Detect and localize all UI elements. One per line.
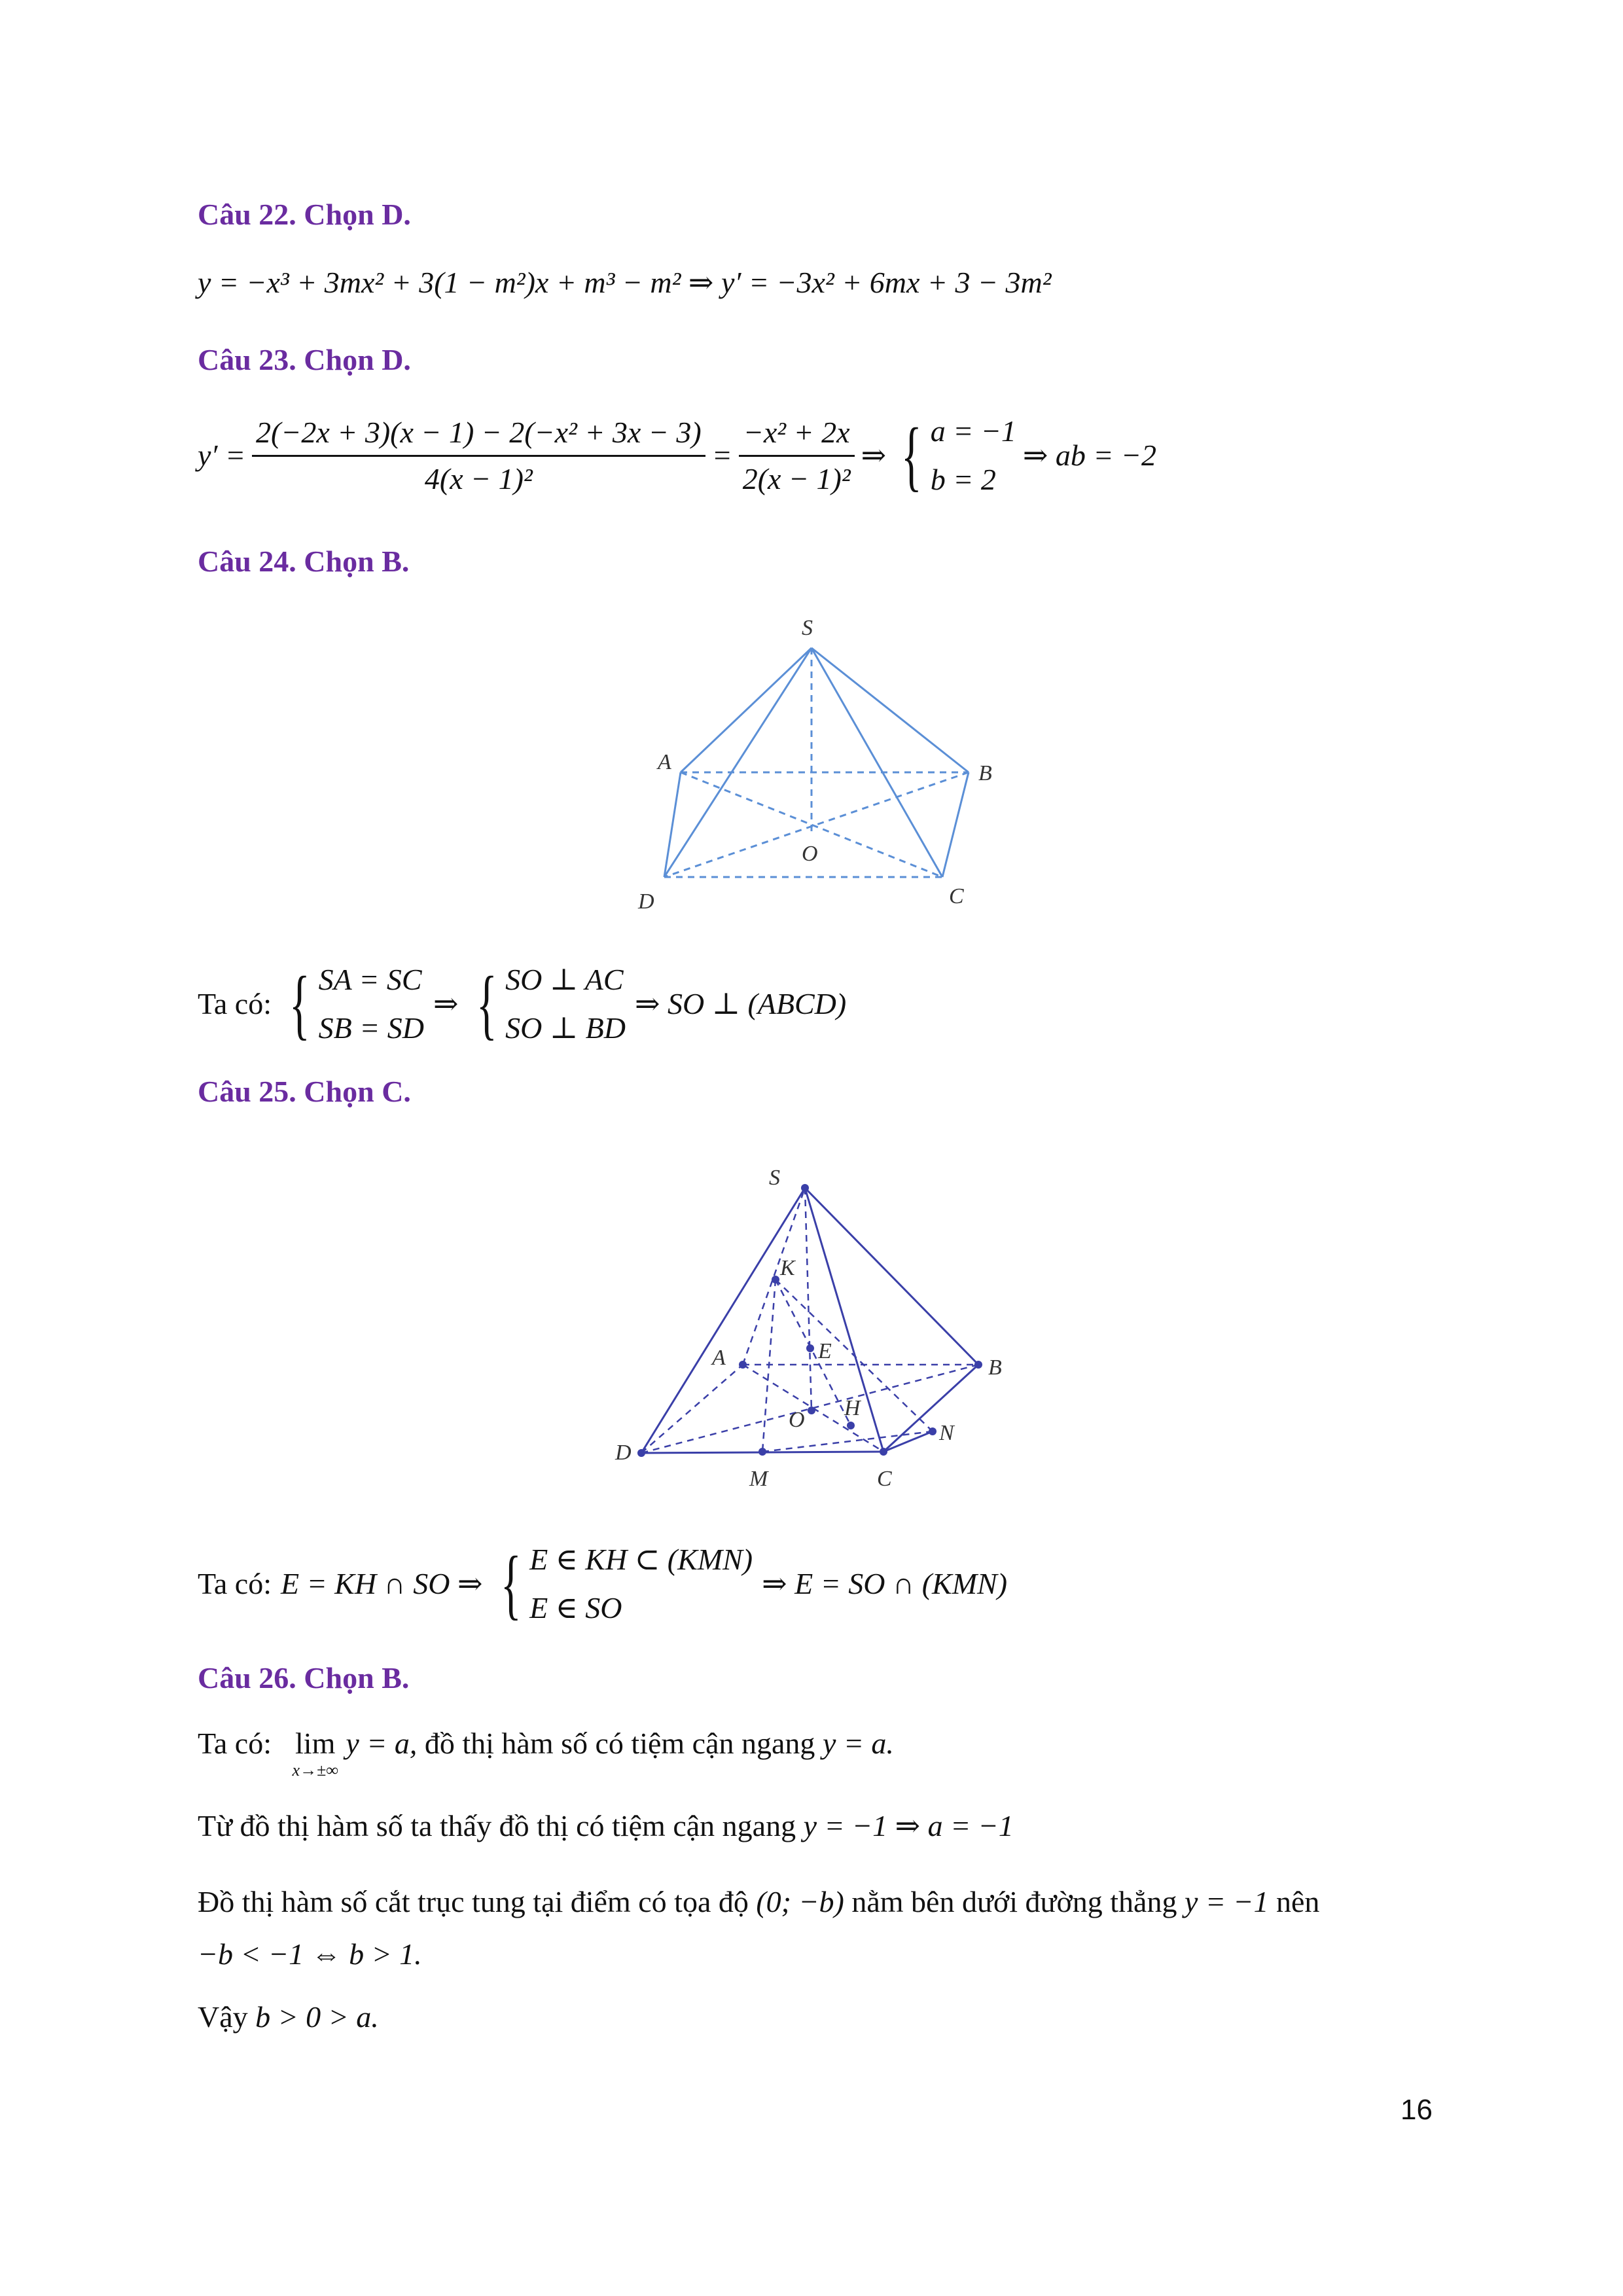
page-number: 16 [1400,2094,1433,2126]
q26-lim-word: lim [295,1727,336,1760]
q23-lhs: y′ = [198,439,246,472]
q25-system-line-1: E ∈ KH ⊂ (KMN) [529,1543,753,1576]
q23-arrow: ⇒ [861,439,887,472]
q24-system-a-line-1: SA = SC [318,963,422,996]
q23-equals: = [711,439,732,472]
q24-system-a [281,956,424,1052]
q26-line-2 [198,1808,1014,1844]
q24-system-a-line-2: SB = SD [318,1011,424,1045]
q24-label-o: O [802,842,818,866]
q25-label-a: A [712,1346,726,1370]
q24-label-a: A [658,750,671,774]
q26-line-2-math: y = −1 ⇒ a = −1 [803,1809,1014,1842]
q24-system-b [468,956,626,1052]
q25-system [492,1535,753,1632]
left-brace-icon: { [289,960,310,1047]
q25-label-b: B [988,1355,1002,1380]
q26-line-5-text: Vậy [198,2000,256,2034]
q26-line-3-math: (0; −b) [756,1885,844,1918]
q23-formula [198,407,1156,504]
q26-line-5-math: b > 0 > a. [255,2000,379,2034]
q25-pyramid-figure [602,1152,1047,1505]
left-brace-icon: { [476,960,497,1047]
q26-heading: Câu 26. Chọn B. [198,1661,410,1695]
q26-line-3-text-2: nằm bên dưới đường thẳng [844,1885,1185,1918]
q25-label-c: C [877,1467,892,1491]
q22-formula: y = −x³ + 3mx² + 3(1 − m²)x + m³ − m² ⇒ y′ = −3x² + 6mx + 3 − 3m² [198,266,1052,299]
q23-system [893,407,1016,504]
q26-line-3-text: Đồ thị hàm số cắt trục tung tại điểm có tọa độ [198,1885,757,1918]
q25-label-d: D [615,1441,632,1465]
q22-heading: Câu 22. Chọn D. [198,198,411,231]
q26-line-3-math-2: y = −1 [1184,1885,1269,1918]
q24-label-d: D [638,889,654,914]
q26-lim-sub: x→±∞ [292,1761,338,1780]
q24-label-c: C [949,884,964,908]
q23-numerator-1: 2(−2x + 3)(x − 1) − 2(−x² + 3x − 3) [256,415,702,449]
q25-lead: Ta có: [198,1567,272,1600]
q24-system-b-line-2: SO ⊥ BD [505,1011,626,1045]
q24-label-b: B [978,761,992,785]
q23-system-line-1: a = −1 [930,414,1016,448]
q26-lead: Ta có: [198,1727,272,1760]
q23-numerator-2: −x² + 2x [743,415,850,449]
q26-line-1-math: y = a, [346,1727,418,1760]
q25-reasoning [198,1535,1007,1632]
q25-label-n: N [939,1421,954,1445]
q23-heading: Câu 23. Chọn D. [198,343,411,376]
q25-label-s: S [769,1166,780,1190]
q24-result: ⇒ SO ⊥ (ABCD) [634,987,847,1020]
q23-denominator-1: 4(x − 1)² [424,461,533,495]
q24-arrow: ⇒ [433,987,459,1020]
q26-line-5 [198,1999,379,2036]
left-brace-icon: { [901,412,922,499]
q24-lead: Ta có: [198,987,272,1020]
q24-pyramid-figure [602,609,1034,916]
q23-result: ⇒ ab = −2 [1022,439,1156,472]
q25-label-k: K [780,1256,795,1280]
q24-system-b-line-1: SO ⊥ AC [505,963,624,996]
q23-system-line-2: b = 2 [930,463,996,496]
q26-line-3-text-3: nên [1268,1885,1320,1918]
q25-label-o: O [789,1408,805,1432]
q25-label-e: E [818,1339,832,1363]
q26-line-4: −b < −1 ⇔ b > 1. [198,1937,422,1971]
q24-reasoning [198,956,846,1052]
q24-label-s: S [802,616,813,640]
q25-expr: E = KH ∩ SO ⇒ [281,1567,483,1600]
q25-label-m: M [749,1467,768,1491]
q25-system-line-2: E ∈ SO [529,1591,622,1624]
q25-heading: Câu 25. Chọn C. [198,1075,411,1108]
q26-line-1-end: y = a. [822,1727,894,1760]
q25-label-h: H [844,1396,861,1420]
q23-denominator-2: 2(x − 1)² [742,461,851,495]
q26-line-3 [198,1884,1319,1920]
q26-line-2-text: Từ đồ thị hàm số ta thấy đồ thị có tiệm cận ngang [198,1809,804,1842]
q23-fraction-2 [739,414,855,497]
q26-limit [293,1725,338,1779]
q26-line-1 [198,1725,894,1779]
q25-result: ⇒ E = SO ∩ (KMN) [762,1567,1008,1600]
q26-line-1-text: đồ thị hàm số có tiệm cận ngang [417,1727,823,1760]
q24-heading: Câu 24. Chọn B. [198,545,410,578]
left-brace-icon: { [500,1540,522,1627]
q23-fraction-1 [252,414,705,497]
